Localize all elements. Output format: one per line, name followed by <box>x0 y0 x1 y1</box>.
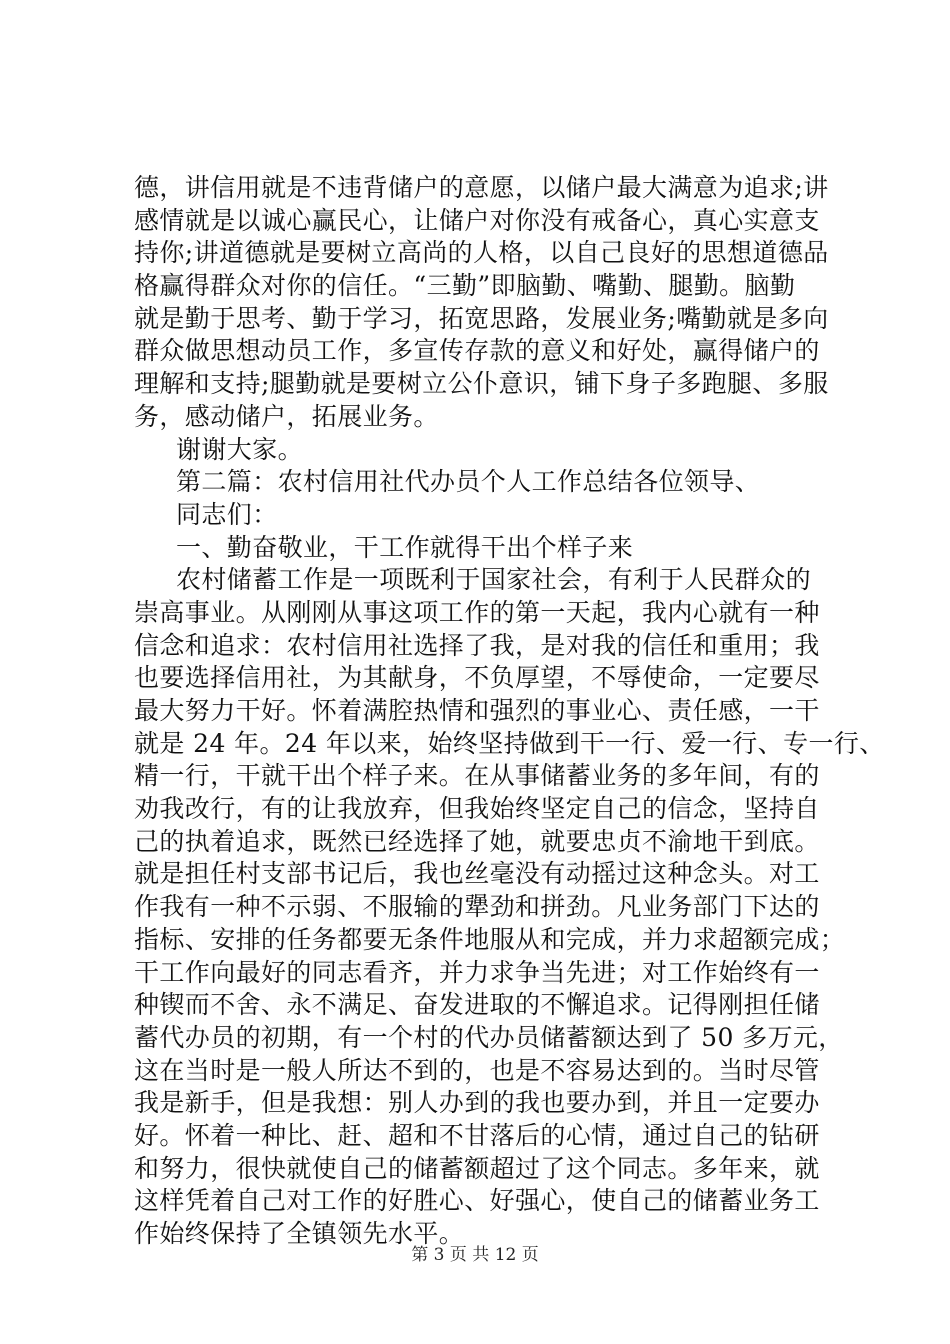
text-line: 务，感动储户，拓展业务。 <box>134 401 439 431</box>
text-line: 崇高事业。从刚刚从事这项工作的第一天起，我内心就有一种 <box>134 597 820 627</box>
text-line: 同志们： <box>176 499 278 529</box>
text-line: 持你;讲道德就是要树立高尚的人格，以自己良好的思想道德品 <box>134 238 829 268</box>
text-line: 这样凭着自己对工作的好胜心、好强心，使自己的储蓄业务工 <box>134 1186 820 1216</box>
text-line: 作我有一种不示弱、不服输的犟劲和拼劲。凡业务部门下达的 <box>134 892 820 922</box>
text-line: 群众做思想动员工作，多宣传存款的意义和好处，赢得储户的 <box>134 336 820 366</box>
document-body <box>134 172 885 1251</box>
text-line: 农村储蓄工作是一项既利于国家社会，有利于人民群众的 <box>176 565 812 595</box>
page-footer: 第 3 页 共 12 页 <box>411 1245 539 1265</box>
text-line: 一、勤奋敬业，干工作就得干出个样子来 <box>176 532 634 562</box>
text-line: 谢谢大家。 <box>176 434 304 464</box>
text-line: 格赢得群众对你的信任。“三勤”即脑勤、嘴勤、腿勤。脑勤 <box>134 271 796 301</box>
text-line: 种锲而不舍、永不满足、奋发进取的不懈追求。记得刚担任储 <box>134 990 820 1020</box>
text-line: 这在当时是一般人所达不到的，也是不容易达到的。当时尽管 <box>134 1055 820 1085</box>
text-line: 己的执着追求，既然已经选择了她，就要忠贞不渝地干到底。 <box>134 826 820 856</box>
text-line: 感情就是以诚心赢民心，让储户对你没有戒备心，真心实意支 <box>134 205 820 235</box>
text-line: 劝我改行，有的让我放弃，但我始终坚定自己的信念，坚持自 <box>134 794 820 824</box>
text-line: 就是勤于思考、勤于学习，拓宽思路，发展业务;嘴勤就是多向 <box>134 303 829 333</box>
text-line: 精一行，干就干出个样子来。在从事储蓄业务的多年间，有的 <box>134 761 820 791</box>
text-line: 理解和支持;腿勤就是要树立公仆意识，铺下身子多跑腿、多服 <box>134 369 829 399</box>
text-line: 和努力，很快就使自己的储蓄额超过了这个同志。多年来，就 <box>134 1153 820 1183</box>
text-line: 干工作向最好的同志看齐，并力求争当先进；对工作始终有一 <box>134 957 820 987</box>
text-line: 最大努力干好。怀着满腔热情和强烈的事业心、责任感，一干 <box>134 696 820 725</box>
text-line: 第二篇：农村信用社代办员个人工作总结各位领导、 <box>176 467 761 497</box>
text-line: 德，讲信用就是不违背储户的意愿，以储户最大满意为追求;讲 <box>134 173 829 202</box>
text-line: 指标、安排的任务都要无条件地服从和完成，并力求超额完成； <box>134 924 846 954</box>
text-line: 就是担任村支部书记后，我也丝毫没有动摇过这种念头。对工 <box>134 859 820 889</box>
text-line: 信念和追求：农村信用社选择了我，是对我的信任和重用；我 <box>134 630 820 660</box>
text-line: 我是新手，但是我想：别人办到的我也要办到，并且一定要办 <box>134 1088 820 1118</box>
text-line: 就是 24 年。24 年以来，始终坚持做到干一行、爱一行、专一行、 <box>134 728 885 758</box>
text-line: 蓄代办员的初期，有一个村的代办员储蓄额达到了 50 多万元， <box>134 1022 844 1052</box>
text-line: 作始终保持了全镇领先水平。 <box>134 1219 465 1248</box>
text-line: 也要选择信用社，为其献身，不负厚望，不辱使命，一定要尽 <box>134 663 820 693</box>
text-line: 好。怀着一种比、赶、超和不甘落后的心情，通过自己的钻研 <box>134 1120 820 1150</box>
